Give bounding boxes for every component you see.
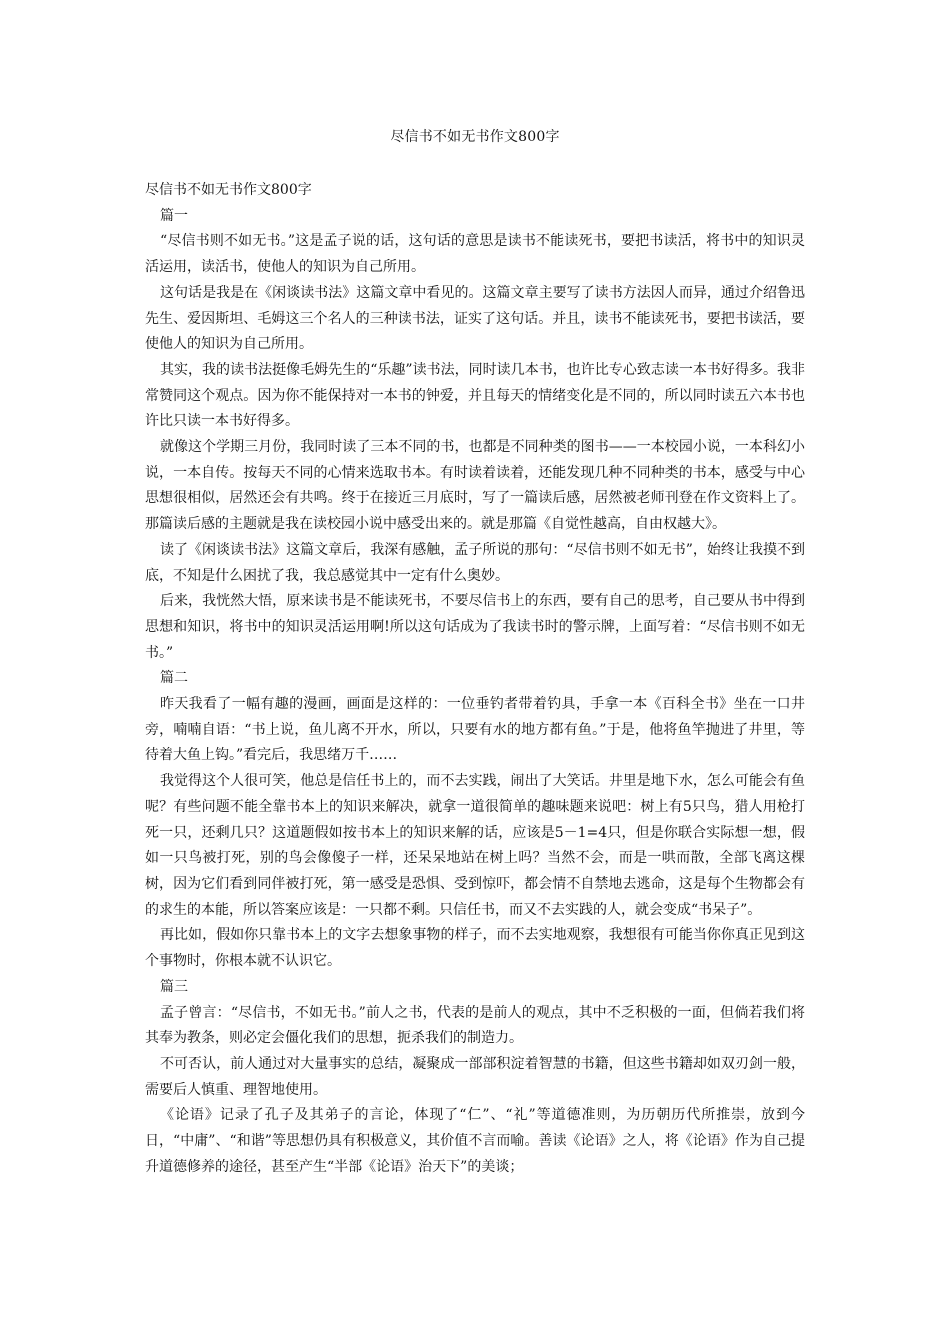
paragraph: 不可否认，前人通过对大量事实的总结，凝聚成一部部积淀着智慧的书籍，但这些书籍却如双刃剑一般，需要后人慎重、理智地使用。	[145, 1055, 805, 1098]
paragraph: 读了《闲谈读书法》这篇文章后，我深有感触，孟子所说的那句：“尽信书则不如无书”，始终让我摸不到底，不知是什么困扰了我，我总感觉其中一定有什么奥妙。	[145, 541, 805, 584]
document-subtitle: 尽信书不如无书作文800字	[145, 182, 312, 198]
section-heading-2: 篇二	[160, 670, 188, 687]
paragraph: “尽信书则不如无书。”这是孟子说的话，这句话的意思是读书不能读死书，要把书读活，将书中的知识灵活运用，读活书，使他人的知识为自己所用。	[145, 233, 805, 276]
paragraph: 其实，我的读书法挺像毛姆先生的“乐趣”读书法，同时读几本书，也许比专心致志读一本书好得多。我非常赞同这个观点。因为你不能保持对一本书的钟爱，并且每天的情绪变化是不同的，所以同时读五六本书也许比只读一本书好得多。	[145, 361, 805, 430]
paragraph: 我觉得这个人很可笑，他总是信任书上的，而不去实践，闹出了大笑话。井里是地下水，怎么可能会有鱼呢？有些问题不能全靠书本上的知识来解决，就拿一道很简单的趣味题来说吧：树上有5只鸟，猎人用枪打死一只，还剩几只？这道题假如按书本上的知识来解的话，应该是5－1=4只，但是你联合实际想一想，假如一只鸟被打死，别的鸟会像傻子一样，还呆呆地站在树上吗？当然不会，而是一哄而散，全部飞离这棵树，因为它们看到同伴被打死，第一感受是恐惧、受到惊吓，都会情不自禁地去逃命，这是每个生物都会有的求生的本能，所以答案应该是：一只都不剩。只信任书，而又不去实践的人，就会变成“书呆子”。	[145, 773, 805, 918]
paragraph: 就像这个学期三月份，我同时读了三本不同的书，也都是不同种类的图书——一本校园小说，一本科幻小说，一本自传。按每天不同的心情来选取书本。有时读着读着，还能发现几种不同种类的书本，感受与中心思想很相似，居然还会有共鸣。终于在接近三月底时，写了一篇读后感，居然被老师刊登在作文资料上了。那篇读后感的主题就是我在读校园小说中感受出来的。就是那篇《自觉性越高，自由权越大》。	[145, 439, 805, 533]
paragraph: 再比如，假如你只靠书本上的文字去想象事物的样子，而不去实地观察，我想很有可能当你你真正见到这个事物时，你根本就不认识它。	[145, 927, 805, 970]
paragraph: 昨天我看了一幅有趣的漫画，画面是这样的：一位垂钓者带着钓具，手拿一本《百科全书》坐在一口井旁，喃喃自语：“书上说，鱼儿离不开水，所以，只要有水的地方都有鱼。”于是，他将鱼竿抛进了井里，等待着大鱼上钩。”看完后，我思绪万千……	[145, 696, 805, 764]
paragraph: 《论语》记录了孔子及其弟子的言论，体现了“仁”、“礼”等道德准则，为历朝历代所推崇，放到今日，“中庸”、“和谐”等思想仍具有积极意义，其价值不言而喻。善读《论语》之人，将《论语》作为自己提升道德修养的途径，甚至产生“半部《论语》治天下”的美谈；	[145, 1107, 805, 1175]
paragraph: 后来，我恍然大悟，原来读书是不能读死书，不要尽信书上的东西，要有自己的思考，自己要从书中得到思想和知识，将书中的知识灵活运用啊!所以这句话成为了我读书时的警示牌，上面写着：“尽信书则不如无书。”	[145, 593, 805, 661]
section-heading-1: 篇一	[160, 207, 188, 224]
paragraph: 孟子曾言：“尽信书，不如无书。”前人之书，代表的是前人的观点，其中不乏积极的一面，但倘若我们将其奉为教条，则必定会僵化我们的思想，扼杀我们的制造力。	[145, 1004, 805, 1047]
document-body	[145, 178, 805, 1180]
paragraph: 这句话是我是在《闲谈读书法》这篇文章中看见的。这篇文章主要写了读书方法因人而异，通过介绍鲁迅先生、爱因斯坦、毛姆这三个名人的三种读书法，证实了这句话。并且，读书不能读死书，要把书读活，要使他人的知识为自己所用。	[145, 284, 805, 353]
document-title: 尽信书不如无书作文800字	[390, 129, 560, 145]
section-heading-3: 篇三	[160, 978, 188, 995]
